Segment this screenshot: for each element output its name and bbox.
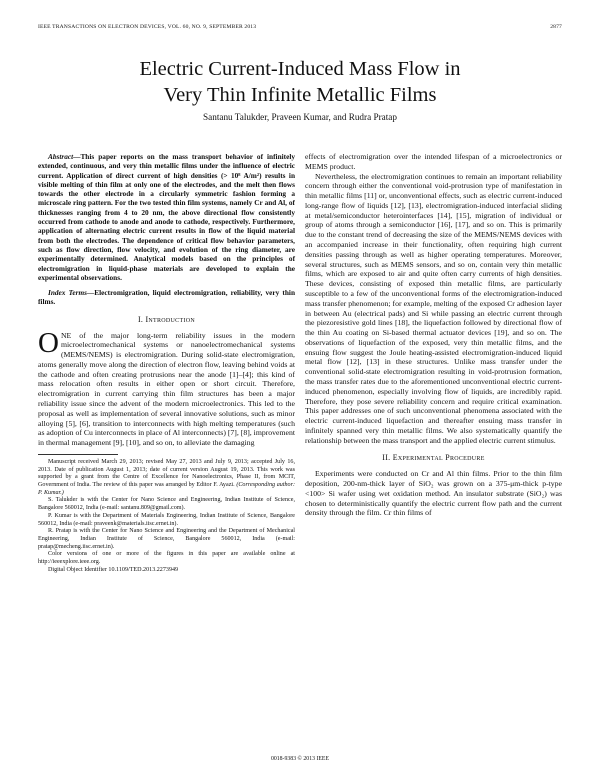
title-line-2: Very Thin Infinite Metallic Films [163,84,437,106]
section-heading-introduction [38,315,295,325]
paper-title [40,56,560,108]
footnote-author-2: P. Kumar is with the Department of Materials Engineering, Indian Institute of Science, Bangalore 560012, India (e-mail: praveenk@materials.iisc.ernet.in). [38,512,295,527]
footnote-doi: Digital Object Identifier 10.1109/TED.2013.2273949 [48,566,179,573]
page-number: 2877 [550,24,562,30]
title-line-1: Electric Current-Induced Mass Flow in [139,58,461,80]
left-column [38,152,295,574]
footnote-author-3: R. Pratap is with the Center for Nano Science and Engineering and the Department of Mechanical Engineering, Indian Institute of Science, Bangalore 560012, India (e-mail: pratap@mecheng.iisc.ernet.in). [38,528,295,550]
footnote-author-1: S. Talukder is with the Center for Nano Science and Engineering, Indian Institute of Science, Bangalore 560012, India (e-mail: santanu.809@gmail.com). [38,497,295,512]
footnotes [38,459,295,575]
drop-cap: O [38,326,59,359]
running-header: IEEE TRANSACTIONS ON ELECTRON DEVICES, VOL. 60, NO. 9, SEPTEMBER 2013 [38,24,257,30]
index-terms-text: —Electromigration, liquid electromigration, reliability, very thin films. [38,288,295,307]
section-title: Experimental Procedure [392,453,485,463]
footnote-manuscript [38,459,295,498]
footnote-manuscript-text: Manuscript received March 29, 2013; revised May 27, 2013 and July 9, 2013; accepted July 16, 2013. Date of publication August 1, 2013; date of current version August 19, 2013. This work was supported by a grant from the Centre of Excellence for Nanoelectronics, Phase II, from MCIT, Government of India. The review of this paper was arranged by Editor F. Ayazi. [38,458,295,489]
intro-continued: effects of electromigration over the intended lifespan of a microelectronics or MEMS product. [305,152,562,171]
author-list: Santanu Talukder, Praveen Kumar, and Rudra Pratap [203,112,397,122]
intro-paragraph-2: Nevertheless, the electromigration continues to remain an important reliability concern through either the conventional void-protrusion type of manifestation in thin metallic films [11] or, unconventional effects, such as electric current-induced long-range flow of liquids [12], [13], electromigration-induced interfacial sliding at metal/semiconductor heterointerfaces [14], [15], migration of individual or group of atoms through a semiconductor [16], [17], and so on. This is primarily due to the constant trend of decreasing the size of the MEMS/NEMS devices with an accompanied increase in their functionality, often requiring high current densities passing through as well as higher operating temperatures. Moreover, several structures, such as MEMS sensors, and so on, contain very thin metallic films, which are exposed to air and quite often carry currents of high densities. These devices, consisting of exposed thin metallic films, are particularly susceptible to a few of the unconventional forms of the electromigration-induced mass transfer phenomenon; for example, melting of the exposed Cr adhesion layer in between Au (electrical pads) and Si while passing an electric current through the piezoresistive gold lines [18], the liquefaction followed by directional flow of the thin Au coating on Si-based thermal actuator devices [19], and so on. The observations of liquefaction of the exposed, very thin metallic films, and the ensuing flow suggest the Joule heating-assisted electromigration-induced liquid metal flow [12], [13] in these structures. Unlike mass transfer under the conventional solid-state electromigration resulting in void-protrusion formation, the mass transfer rates due to the aforementioned unconventional electric current-induced phenomenon, especially involving flow of liquids, are incredibly rapid. Therefore, they pose severe reliability concern and require critical examination. This paper addresses one of such unconventional phenomena associated with the electric current-induced liquefaction and thereafter ensuing mass transfer in infinitely spanned very thin metallic films. We also systematically quantify the relationship between the mass transport and the applied electric current stimulus. [305,171,562,445]
copyright-footer: 0018-9383 © 2013 IEEE [270,756,330,762]
section-number: I. [137,314,144,324]
abstract-text: —This paper reports on the mass transport behavior of infinitely extended, continuous, and very thin metallic films under the influence of electric current. Application of direct current of high densities (> 10⁸ A/m²) results in visible melting of thin film at only one of the electrodes, and the melt then flows towards the other electrode in a circularly symmetric fashion forming a microscale ring pattern. For the two tested thin film systems, namely Cr and Al, of thicknesses ranging from 4 to 20 nm, the above directional flow consistently occurred from cathode to anode and anode to cathode, respectively. Furthermore, application of alternating electric current results in flow of the liquid material from both the electrodes. The dependence of critical flow behavior parameters, such as flow direction, flow velocity, and evolution of the ring diameter, are experimentally determined. Analytical models based on the principles of electromigration in liquid-phase materials are developed to explain the experimental observations. [38,152,295,282]
section-heading-experimental [305,453,562,463]
intro-text: NE of the major long-term reliability issues in the modern microelectromechanical systems or nanoelectromechanical systems (MEMS/NEMS) is electromigration. During solid-state electromigration, atoms generally move along the direction of electron flow, leaving behind voids at the cathode and often creating protrusions near the anode [1]–[4]; this kind of mass relocation often results in either open or short circuit. Therefore, electromigration in current carrying thin film structures has been a major reliability issue since the advent of the modern microelectronics. This led to the proposal as well as implementation of several innovative solutions, such as minor alloying [5], [6], transition to interconnects with high melting temperatures (such as adoption of Cu interconnects in place of Al interconnects) [7], [8], improvement in thermal management [9], [10], and so on, to alleviate the damaging [38,330,295,448]
footnote-color: Color versions of one or more of the figures in this paper are available online at http://ieeexplore.ieee.org. [38,551,295,566]
experimental-paragraph: Experiments were conducted on Cr and Al thin films. Prior to the thin film deposition, 200-nm-thick layer of SiO₂ was grown on a 375-μm-thick p-type <100> Si wafer using wet oxidation method. An insulator substrate (SiO₂) was chosen to deterministically quantify the electric current flow path and the current density through the film. Cr thin films of [305,469,562,518]
intro-paragraph [38,326,295,448]
index-terms [38,288,295,307]
section-number: II. [382,453,391,463]
corresponding-author: (Corresponding author: P. Kumar.) [38,482,296,496]
index-terms-label: Index Terms [48,288,87,298]
abstract [38,152,295,282]
section-title: Introduction [145,314,196,324]
footnote-rule [38,454,118,455]
right-column [305,152,562,518]
abstract-label: Abstract [48,152,74,161]
